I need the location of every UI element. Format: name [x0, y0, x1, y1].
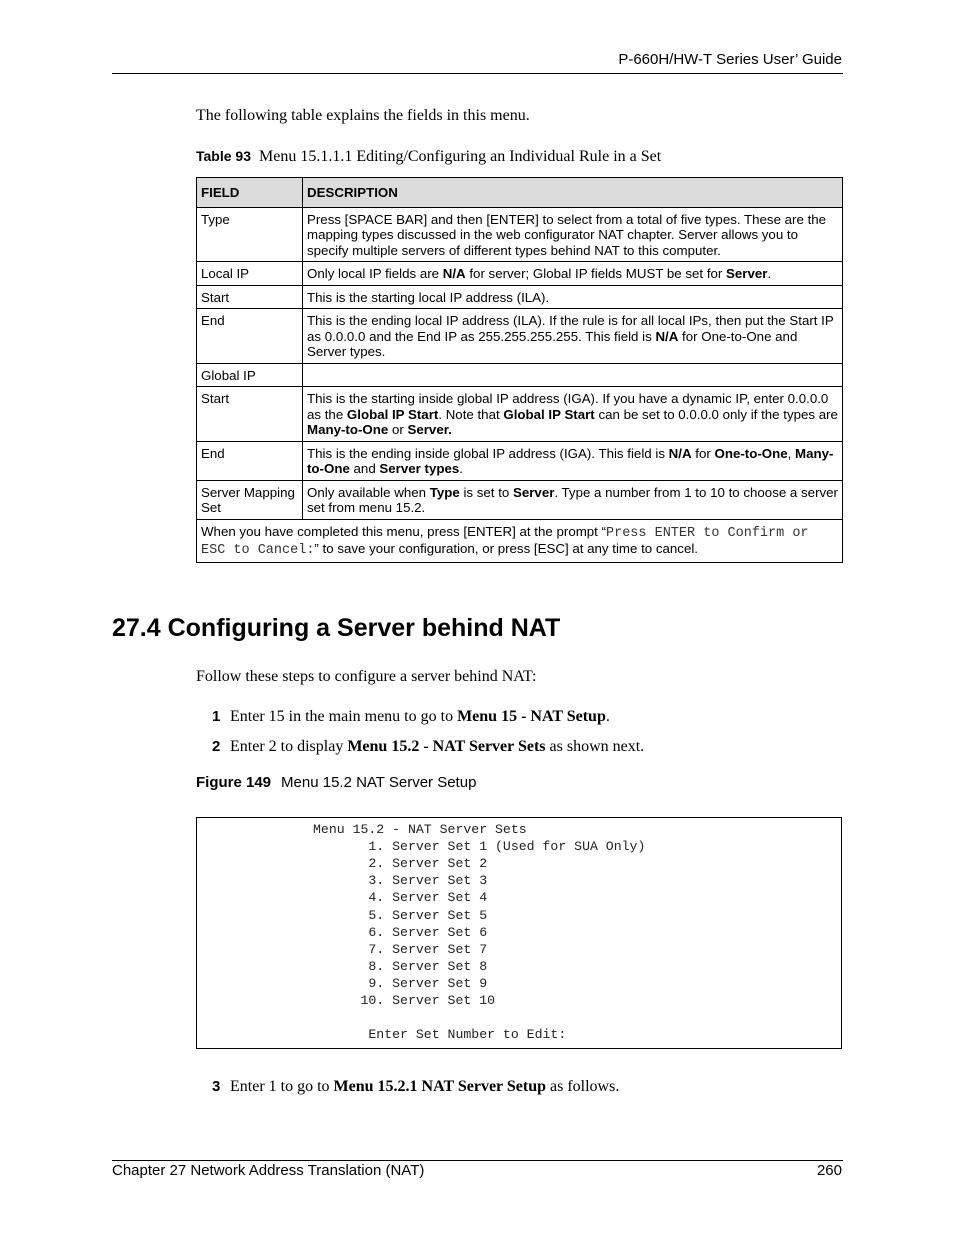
- bold-run: Many-to-One: [307, 445, 834, 476]
- text-run: Only available when: [307, 484, 430, 500]
- text-run: .: [459, 461, 463, 476]
- section-intro: Follow these steps to configure a server behind NAT:: [196, 668, 537, 685]
- text-run: . Type a number from 1 to 10 to choose a server set from menu 15.2.: [307, 484, 838, 515]
- text-run: ,: [787, 445, 796, 461]
- text-run: This is the starting local IP address (ILA).: [307, 289, 550, 305]
- screen-line: 3. Server Set 3: [313, 873, 488, 889]
- description-cell: [303, 309, 843, 364]
- table-row: [197, 480, 843, 519]
- screen-line: 2. Server Set 2: [313, 856, 488, 872]
- text-run: as shown next.: [545, 738, 645, 755]
- table-row: [197, 363, 843, 387]
- bold-run: Server: [512, 484, 555, 500]
- text-run: Press [SPACE BAR] and then [ENTER] to select from a total of five types. These are the mapping types discussed in the web configurator NAT chapter. Server allows you to specify multiple servers of different types behind NAT to this computer.: [307, 211, 827, 258]
- text-run: is set to: [459, 484, 513, 500]
- description-cell: [303, 387, 843, 442]
- description-cell: [303, 480, 843, 519]
- bold-run: Menu 15.2 - NAT Server Sets: [347, 738, 546, 755]
- table-header-row: [197, 178, 843, 208]
- bold-run: Server.: [407, 422, 452, 437]
- screen-line: Menu 15.2 - NAT Server Sets: [313, 822, 527, 837]
- table-body: [197, 207, 843, 562]
- figure-title: Menu 15.2 NAT Server Setup: [281, 774, 477, 791]
- section-heading: 27.4 Configuring a Server behind NAT: [112, 614, 561, 642]
- step-text: [230, 1078, 619, 1095]
- fields-table: [196, 177, 843, 563]
- screen-line: Enter Set Number to Edit:: [313, 1027, 567, 1043]
- bold-run: Server types: [379, 461, 460, 476]
- text-run: This is the ending inside global IP address (IGA). This field is: [307, 445, 669, 461]
- screen-line: 7. Server Set 7: [313, 941, 488, 957]
- footer-page-number: 260: [816, 1162, 842, 1179]
- footer-divider: [112, 1160, 843, 1161]
- text-run: This is the starting inside global IP address (IGA). If you have a dynamic IP, enter 0.0.0.0 as the: [307, 391, 829, 422]
- screen-line: 9. Server Set 9: [313, 975, 488, 991]
- figure-label: Figure 149: [196, 774, 272, 791]
- description-cell: [303, 363, 843, 387]
- field-cell: End: [197, 441, 303, 480]
- field-cell: Start: [197, 285, 303, 309]
- bold-run: Menu 15 - NAT Setup: [457, 708, 606, 725]
- field-cell: Server Mapping Set: [197, 480, 303, 519]
- step-text: [230, 738, 644, 755]
- intro-paragraph: The following table explains the fields in this menu.: [196, 107, 530, 124]
- text-run: for: [691, 445, 715, 461]
- step-1: [212, 708, 610, 726]
- screen-line: 4. Server Set 4: [313, 890, 488, 906]
- description-cell: [303, 262, 843, 286]
- text-run: can be set to 0.0.0.0 only if the types are: [594, 406, 838, 422]
- footer-chapter: Chapter 27 Network Address Translation (NAT): [112, 1162, 425, 1179]
- text-run: .: [767, 266, 772, 281]
- text-run: Enter 1 to go to: [230, 1078, 334, 1095]
- bold-run: N/A: [668, 445, 692, 461]
- description-cell: [303, 207, 843, 262]
- bold-run: Many-to-One: [307, 422, 389, 437]
- header-guide-title: P-660H/HW-T Series User’ Guide: [618, 51, 842, 68]
- header-divider: [112, 73, 843, 74]
- table-row: [197, 207, 843, 262]
- text-run: When you have completed this menu, press [ENTER] at the prompt “: [201, 523, 606, 539]
- step-number: 3: [212, 1078, 221, 1095]
- table-label: Table 93: [196, 148, 251, 164]
- text-run: This is the ending local IP address (ILA). If the rule is for all local IPs, then put the Start IP as 0.0.0.0 and the End IP as 255.255.255.255. This field is: [307, 313, 834, 344]
- screen-line: 8. Server Set 8: [313, 958, 488, 974]
- terminal-screen: [196, 817, 842, 1049]
- step-number: 1: [212, 708, 221, 725]
- text-run: or: [388, 422, 408, 437]
- column-header-field: FIELD: [197, 178, 303, 208]
- text-run: Enter 15 in the main menu to go to: [230, 708, 458, 725]
- step-text: [230, 708, 610, 725]
- text-run: . Note that: [438, 406, 504, 422]
- text-run: Only local IP fields are: [307, 266, 443, 281]
- text-run: as follows.: [546, 1078, 620, 1095]
- table-footer-note: [197, 519, 843, 562]
- bold-run: Menu 15.2.1 NAT Server Setup: [333, 1078, 546, 1095]
- screen-line: 5. Server Set 5: [313, 907, 488, 923]
- field-cell: Global IP: [197, 363, 303, 387]
- bold-run: N/A: [655, 328, 679, 344]
- figure-caption: [196, 774, 476, 791]
- column-header-description: DESCRIPTION: [303, 178, 843, 208]
- bold-run: Global IP Start: [503, 406, 595, 422]
- description-cell: [303, 441, 843, 480]
- text-run: .: [605, 708, 610, 725]
- step-3: [212, 1078, 619, 1096]
- text-run: ” to save your configuration, or press [ESC] at any time to cancel.: [314, 541, 698, 556]
- screen-line: 6. Server Set 6: [313, 924, 488, 940]
- bold-run: Global IP Start: [346, 406, 439, 422]
- step-2: [212, 738, 644, 756]
- screen-line: 1. Server Set 1 (Used for SUA Only): [313, 839, 646, 855]
- text-run: Enter 2 to display: [230, 738, 348, 755]
- bold-run: Server: [726, 266, 768, 281]
- field-cell: Start: [197, 387, 303, 442]
- field-cell: Local IP: [197, 262, 303, 286]
- text-run: and: [349, 461, 380, 476]
- table-title: Menu 15.1.1.1 Editing/Configuring an Individual Rule in a Set: [259, 148, 662, 165]
- bold-run: One-to-One: [714, 445, 788, 461]
- screen-line: 10. Server Set 10: [313, 993, 496, 1008]
- prompt-text: Press ENTER to Confirm or ESC to Cancel:: [201, 525, 809, 558]
- description-cell: [303, 285, 843, 309]
- table-row: [197, 309, 843, 364]
- field-cell: End: [197, 309, 303, 364]
- table-row: [197, 262, 843, 286]
- table-row: [197, 387, 843, 442]
- field-cell: Type: [197, 207, 303, 262]
- table-row: [197, 441, 843, 480]
- text-run: for server; Global IP fields MUST be set for: [465, 266, 727, 281]
- text-run: for One-to-One and Server types.: [307, 328, 798, 359]
- table-row: [197, 285, 843, 309]
- table-footer-row: [197, 519, 843, 562]
- bold-run: N/A: [442, 266, 466, 281]
- bold-run: Type: [429, 484, 460, 500]
- step-number: 2: [212, 738, 221, 755]
- table-caption: [196, 148, 661, 166]
